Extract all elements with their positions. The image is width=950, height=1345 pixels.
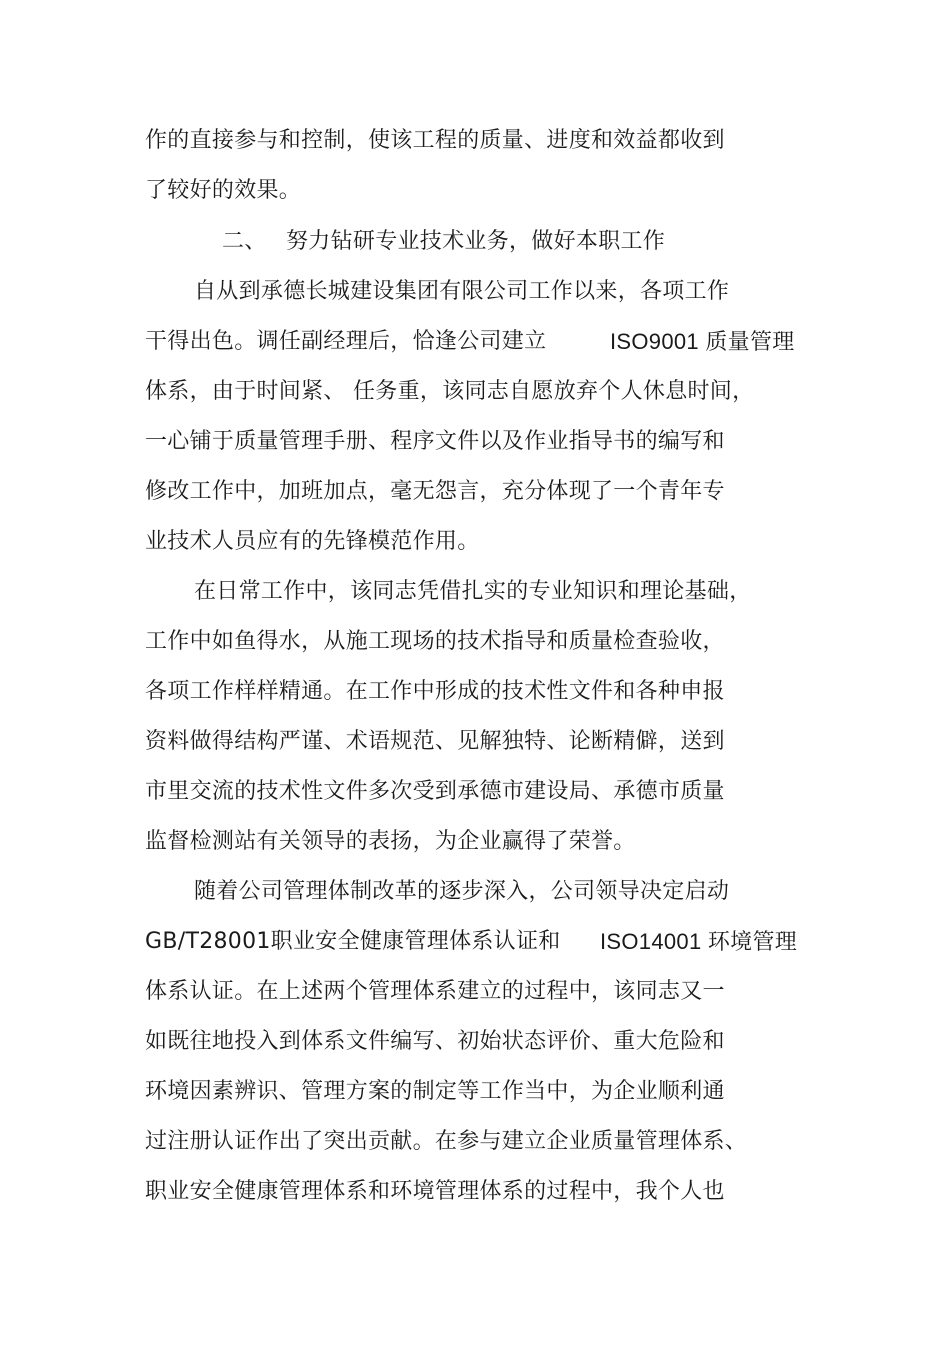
text-fragment: ISO9001 质量管理 [610, 329, 795, 354]
text-line: 业技术人员应有的先锋模范作用。 [145, 529, 480, 554]
text-line: 资料做得结构严谨、术语规范、见解独特、论断精僻，送到 [145, 729, 725, 754]
text-line: 修改工作中，加班加点，毫无怨言，充分体现了一个青年专 [145, 479, 725, 504]
text-fragment: ISO14001 环境管理 [600, 929, 798, 954]
paragraph-first-line: 随着公司管理体制改革的逐步深入，公司领导决定启动 [194, 879, 730, 904]
text-line: 作的直接参与和控制，使该工程的质量、进度和效益都收到 [145, 128, 725, 153]
text-line: 一心铺于质量管理手册、程序文件以及作业指导书的编写和 [145, 429, 725, 454]
text-line: GB/T28001职业安全健康管理体系认证和 [145, 929, 561, 954]
paragraph-first-line: 自从到承德长城建设集团有限公司工作以来，各项工作 [194, 279, 730, 304]
text-line: 体系，由于时间紧、 任务重，该同志自愿放弃个人休息时间， [145, 379, 755, 404]
text-line: 市里交流的技术性文件多次受到承德市建设局、承德市质量 [145, 779, 725, 804]
section-heading: 努力钻研专业技术业务，做好本职工作 [286, 229, 666, 254]
text-line: 工作中如鱼得水，从施工现场的技术指导和质量检查验收， [145, 629, 725, 654]
text-line: 过注册认证作出了突出贡献。在参与建立企业质量管理体系、 [145, 1129, 748, 1154]
text-line: 如既往地投入到体系文件编写、初始状态评价、重大危险和 [145, 1029, 725, 1054]
text-line: 职业安全健康管理体系和环境管理体系的过程中，我个人也 [145, 1179, 725, 1204]
section-number: 二、 [222, 229, 267, 254]
text-line: 监督检测站有关领导的表扬，为企业赢得了荣誉。 [145, 829, 636, 854]
text-line: 各项工作样样精通。在工作中形成的技术性文件和各种申报 [145, 679, 725, 704]
paragraph-first-line: 在日常工作中，该同志凭借扎实的专业知识和理论基础， [194, 579, 752, 604]
text-line: 环境因素辨识、管理方案的制定等工作当中，为企业顺利通 [145, 1079, 725, 1104]
text-line: 干得出色。调任副经理后，恰逢公司建立 [145, 329, 547, 354]
text-line: 了较好的效果。 [145, 178, 302, 203]
text-line: 体系认证。在上述两个管理体系建立的过程中，该同志又一 [145, 979, 725, 1004]
